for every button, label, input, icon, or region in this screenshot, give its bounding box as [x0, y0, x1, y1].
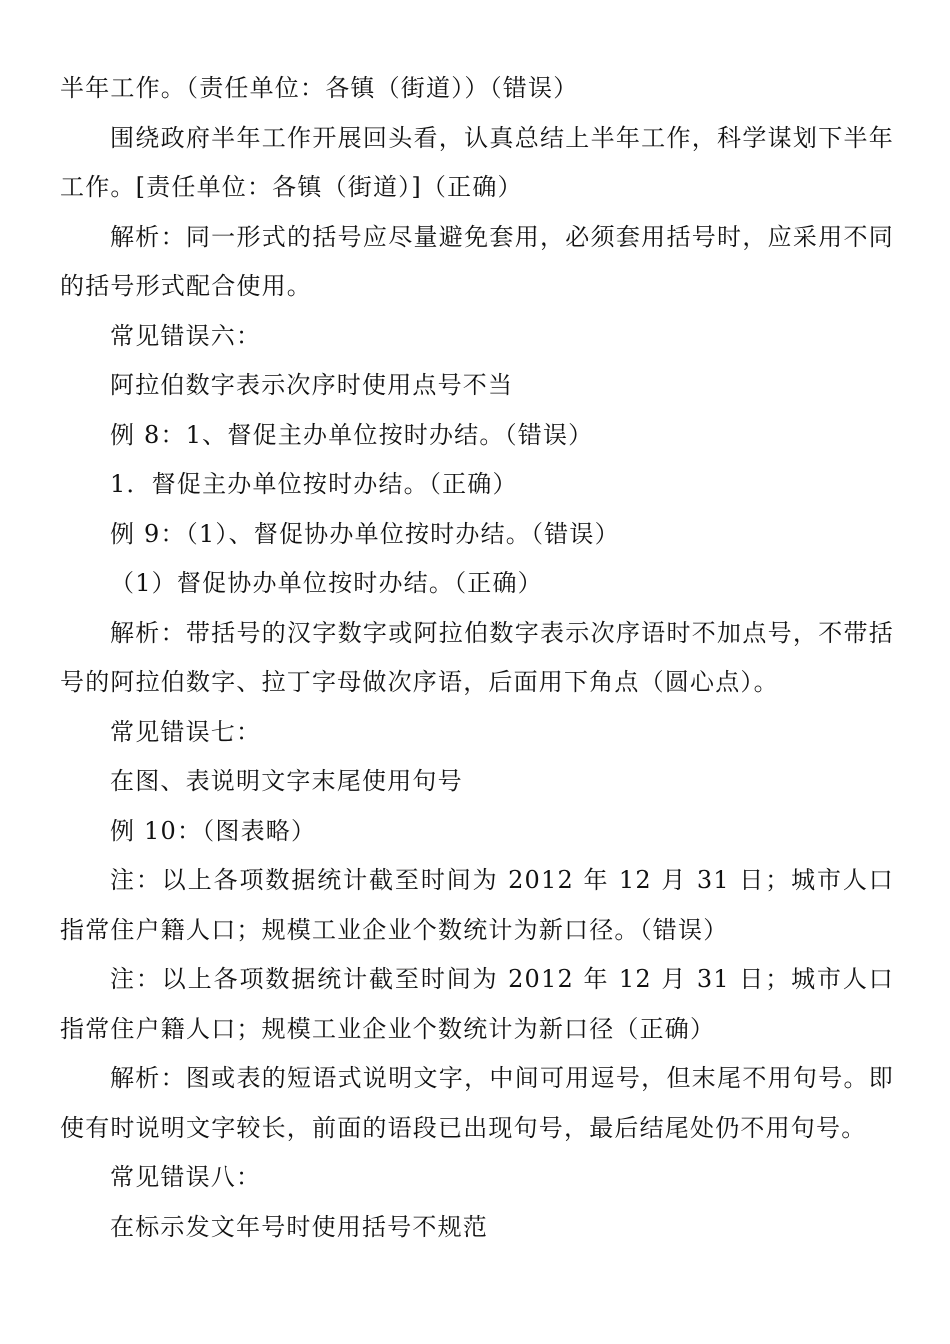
- example-9-wrong: 例 9：（1）、督促协办单位按时办结。（错误）: [110, 519, 620, 548]
- section-subtitle-error-6: 阿拉伯数字表示次序时使用点号不当: [110, 371, 514, 399]
- example-10-correct: 注：以上各项数据统计截至时间为 2012 年 12 月 31 日；城市人口指常住户籍人口；规模工业企业个数统计为新口径（正确）: [60, 965, 894, 1043]
- section-subtitle-error-8: 在标示发文年号时使用括号不规范: [110, 1212, 488, 1241]
- paragraph-analysis: 解析：带括号的汉字数字或阿拉伯数字表示次序语时不加点号，不带括号的阿拉伯数字、拉丁字母做次序语，后面用下角点（圆心点）。: [60, 618, 894, 696]
- section-heading-error-8: 常见错误八：: [110, 1163, 262, 1191]
- section-subtitle-error-7: 在图、表说明文字末尾使用句号: [110, 767, 463, 795]
- paragraph-analysis: 解析：图或表的短语式说明文字，中间可用逗号，但末尾不用句号。即使有时说明文字较长，前面的语段已出现句号，最后结尾处仍不用句号。: [60, 1064, 894, 1142]
- document-body: [60, 64, 894, 1252]
- paragraph-correct-example: 围绕政府半年工作开展回头看，认真总结上半年工作，科学谋划下半年工作。[责任单位：各镇（街道）]（正确）: [60, 123, 894, 201]
- example-9-correct: （1）督促协办单位按时办结。（正确）: [110, 569, 543, 597]
- paragraph-analysis: 解析：同一形式的括号应尽量避免套用，必须套用括号时，应采用不同的括号形式配合使用。: [60, 222, 894, 300]
- example-10-wrong: 注：以上各项数据统计截至时间为 2012 年 12 月 31 日；城市人口指常住户籍人口；规模工业企业个数统计为新口径。（错误）: [60, 866, 894, 944]
- section-heading-error-7: 常见错误七：: [110, 717, 262, 746]
- paragraph-continued-example: 半年工作。（责任单位：各镇（街道））（错误）: [60, 74, 579, 102]
- section-heading-error-6: 常见错误六：: [110, 321, 262, 350]
- example-8-correct: 1．督促主办单位按时办结。（正确）: [110, 470, 518, 498]
- example-10-title: 例 10：（图表略）: [110, 816, 317, 845]
- example-8-wrong: 例 8：1、督促主办单位按时办结。（错误）: [110, 420, 594, 449]
